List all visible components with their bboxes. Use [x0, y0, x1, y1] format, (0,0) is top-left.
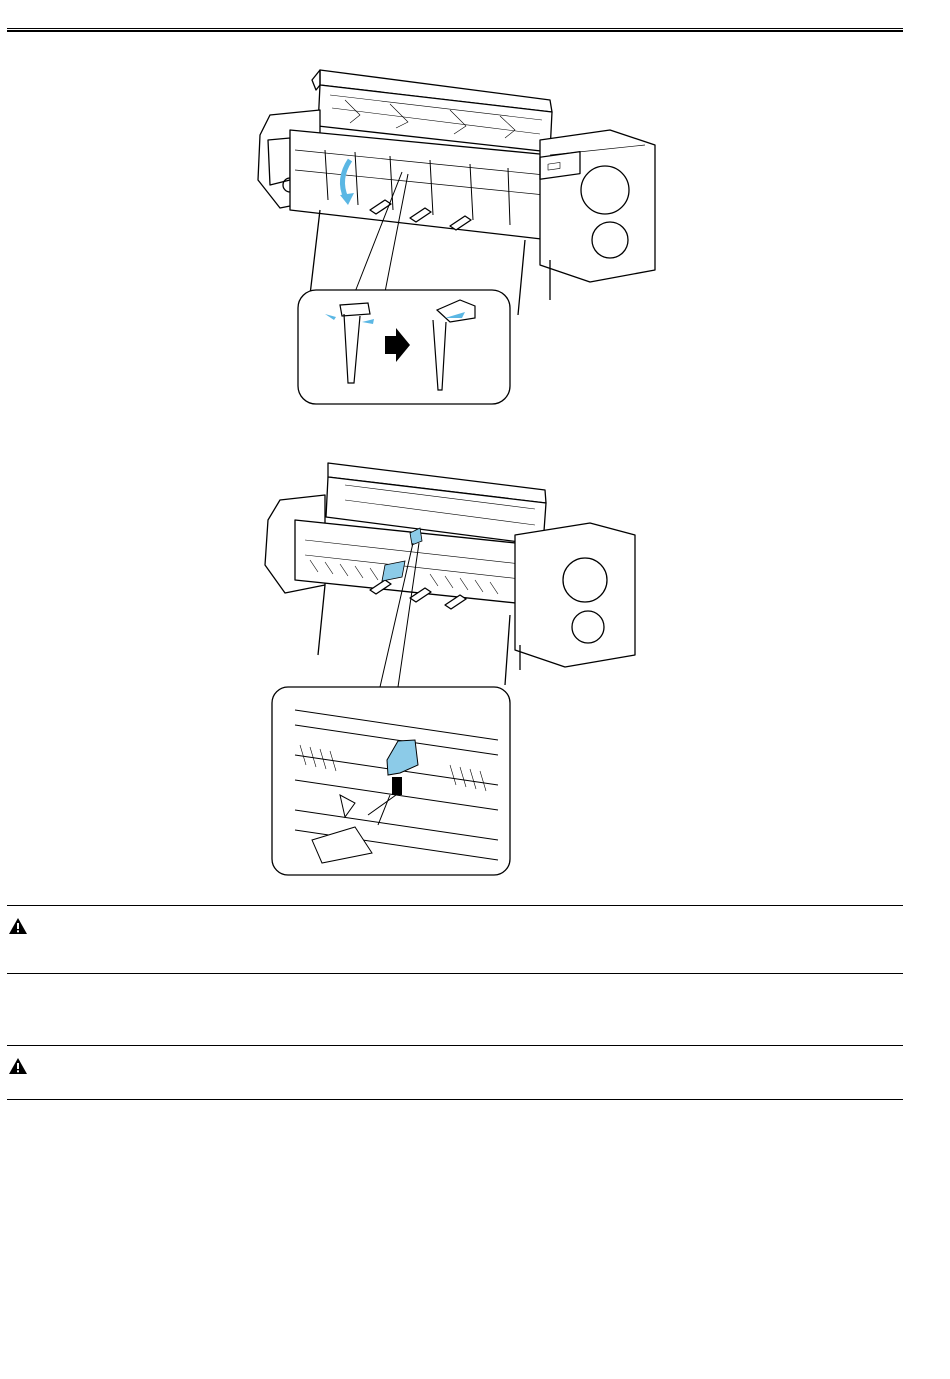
printer-figure-2 [250, 455, 670, 880]
note-1-bottom-rule [7, 973, 903, 974]
note-2-top-rule [7, 1045, 903, 1046]
warning-icon [9, 1058, 27, 1074]
header-rule [7, 28, 903, 32]
warning-icon [9, 918, 27, 934]
note-1-top-rule [7, 905, 903, 906]
note-2-bottom-rule [7, 1099, 903, 1100]
printer-figure-1 [250, 60, 670, 410]
